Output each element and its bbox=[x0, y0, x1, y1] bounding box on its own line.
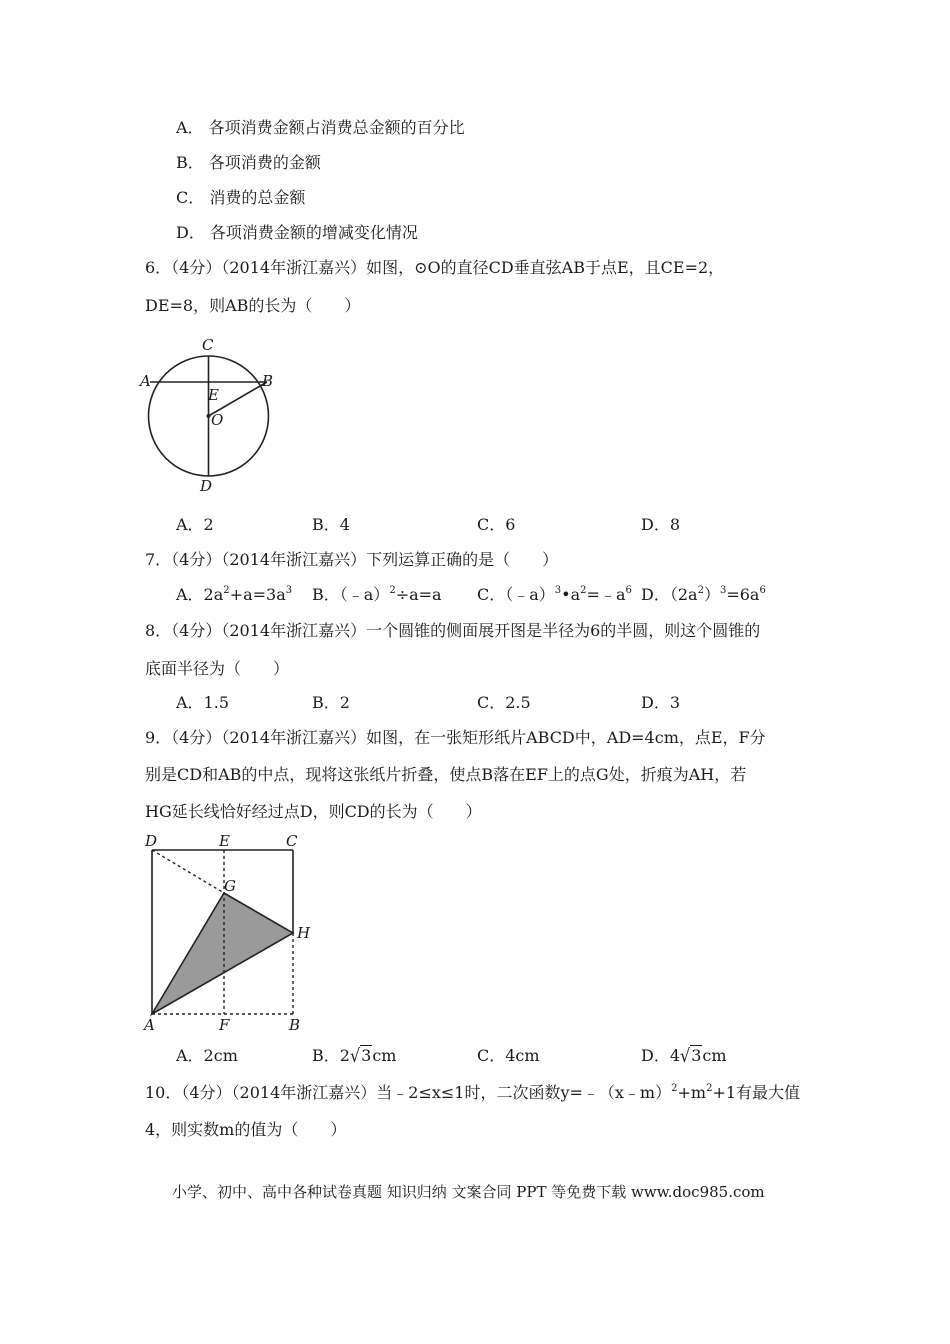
q6-stem-line2: DE=8，则AB的长为（ ） bbox=[145, 296, 361, 315]
label-b: B bbox=[262, 372, 274, 390]
shaded-triangle-agh bbox=[152, 893, 293, 1014]
q6-option-b: B．4 bbox=[312, 515, 350, 534]
q8-option-a: A．1.5 bbox=[176, 693, 230, 712]
label-g: G bbox=[224, 877, 236, 895]
q7-stem: 7．（4分）（2014年浙江嘉兴）下列运算正确的是（ ） bbox=[145, 550, 559, 569]
label-c: C bbox=[202, 336, 214, 354]
label-d: D bbox=[200, 477, 213, 495]
label-e: E bbox=[208, 386, 219, 404]
page-footer: 小学、初中、高中各种试卷真题 知识归纳 文案合同 PPT 等免费下载 www.doc985.com bbox=[172, 1183, 765, 1201]
q9-rectangle-figure bbox=[140, 832, 320, 1036]
q6-option-c: C．6 bbox=[477, 515, 516, 534]
q10-stem-line1: 10．（4分）（2014年浙江嘉兴）当﹣2≤x≤1时，二次函数$y=﹣(x﹣m)^2+m^2+1$有最大值 bbox=[145, 1083, 801, 1102]
label-a: A bbox=[140, 372, 151, 390]
q9-option-d: D．4√3cm bbox=[641, 1044, 727, 1067]
sqrt-symbol: √3 bbox=[680, 1044, 702, 1067]
label-h: H bbox=[297, 924, 311, 942]
label-e: E bbox=[219, 832, 230, 850]
q9-stem-line1: 9．（4分）（2014年浙江嘉兴）如图，在一张矩形纸片ABCD中，AD=4cm，点E，F分 bbox=[145, 728, 766, 747]
label-b: B bbox=[289, 1016, 301, 1034]
q7-option-c: C．$(﹣a)^3•a^2=﹣a^6$ bbox=[477, 585, 632, 604]
q9-option-a: A．2cm bbox=[176, 1046, 238, 1065]
q7-option-a: A．$2a^2+a=3a^3$ bbox=[176, 585, 293, 604]
q6-stem-line1: 6．（4分）（2014年浙江嘉兴）如图，⊙O的直径CD垂直弦AB于点E，且CE=2， bbox=[145, 258, 725, 277]
q9-option-c: C．4cm bbox=[477, 1046, 540, 1065]
q5-option-b: B． 各项消费的金额 bbox=[176, 153, 321, 172]
q8-option-b: B．2 bbox=[312, 693, 350, 712]
q10-stem-line2: 4，则实数m的值为（ ） bbox=[145, 1120, 347, 1139]
q8-stem-line2: 底面半径为（ ） bbox=[145, 659, 290, 678]
q7-option-b: B．（﹣a）$^2$÷a=a bbox=[312, 585, 442, 604]
center-dot bbox=[207, 414, 211, 418]
label-c: C bbox=[286, 832, 298, 850]
label-d: D bbox=[145, 832, 158, 850]
q5-option-a: A． 各项消费金额占消费总金额的百分比 bbox=[176, 118, 465, 137]
q6-option-a: A．2 bbox=[176, 515, 214, 534]
q9-stem-line2: 别是CD和AB的中点，现将这张纸片折叠，使点B落在EF上的点G处，折痕为AH，若 bbox=[145, 765, 747, 784]
q5-option-c: C． 消费的总金额 bbox=[176, 188, 306, 207]
q6-option-d: D．8 bbox=[641, 515, 681, 534]
q9-option-b: B．2√3cm bbox=[312, 1044, 397, 1067]
label-a: A bbox=[144, 1016, 155, 1034]
q6-circle-figure bbox=[138, 334, 283, 499]
q7-option-d: D．$(2a^2)^3=6a^6$ bbox=[641, 585, 766, 604]
q8-option-d: D．3 bbox=[641, 693, 681, 712]
q8-stem-line1: 8．（4分）（2014年浙江嘉兴）一个圆锥的侧面展开图是半径为6的半圆，则这个圆锥的 bbox=[145, 621, 761, 640]
label-o: O bbox=[211, 411, 224, 429]
q8-option-c: C．2.5 bbox=[477, 693, 531, 712]
sqrt-symbol: √3 bbox=[349, 1044, 372, 1067]
segment-dg bbox=[152, 850, 224, 893]
q5-option-d: D． 各项消费金额的增减变化情况 bbox=[176, 223, 418, 242]
label-f: F bbox=[219, 1016, 230, 1034]
q9-stem-line3: HG延长线恰好经过点D，则CD的长为（ ） bbox=[145, 802, 482, 821]
